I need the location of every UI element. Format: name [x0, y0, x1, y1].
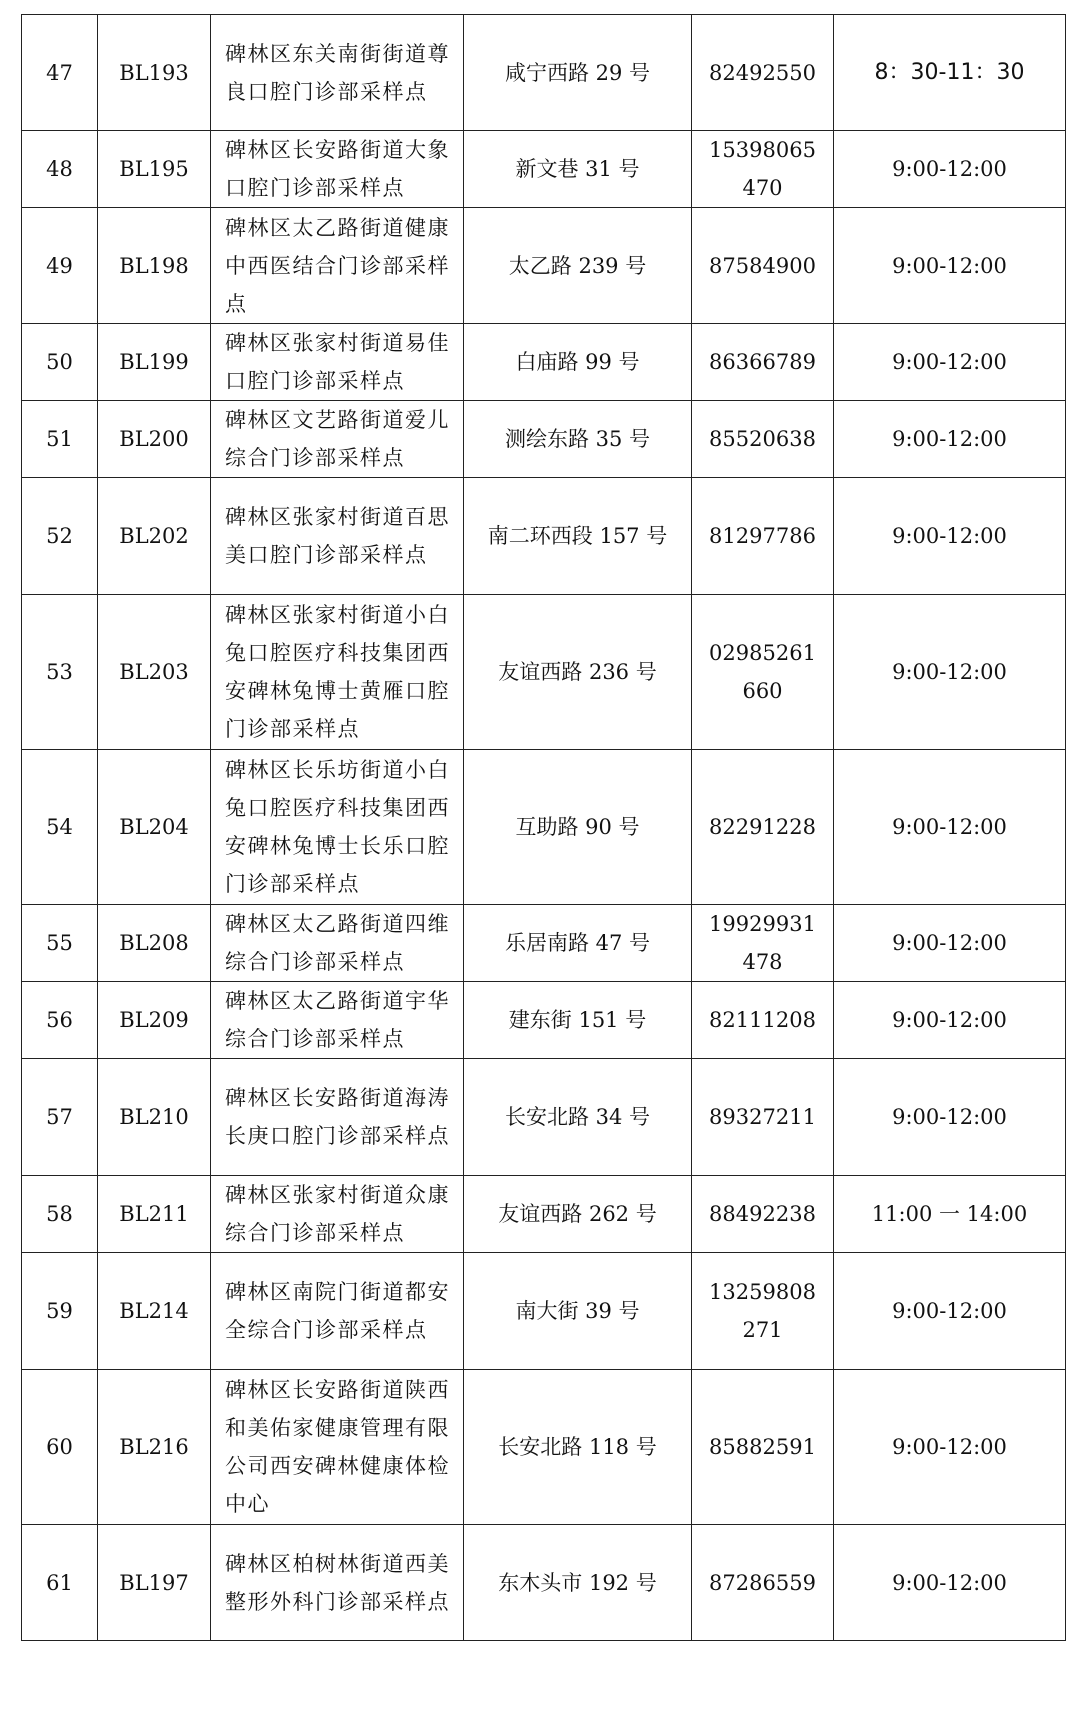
site-code: BL202	[98, 478, 211, 595]
site-name: 碑林区文艺路街道爱儿综合门诊部采样点	[211, 401, 464, 478]
table-row	[22, 1253, 1066, 1370]
site-phone: 82492550	[692, 15, 834, 131]
site-hours: 9:00-12:00	[834, 478, 1066, 595]
site-hours: 9:00-12:00	[834, 982, 1066, 1059]
site-address: 长安北路 118 号	[464, 1370, 692, 1525]
site-hours: 9:00-12:00	[834, 1370, 1066, 1525]
site-name: 碑林区东关南街街道尊良口腔门诊部采样点	[211, 15, 464, 131]
row-number: 61	[22, 1525, 98, 1641]
site-address: 长安北路 34 号	[464, 1059, 692, 1176]
site-hours: 9:00-12:00	[834, 595, 1066, 750]
site-phone: 87584900	[692, 208, 834, 324]
table-row	[22, 1370, 1066, 1525]
site-hours: 9:00-12:00	[834, 1525, 1066, 1641]
table-row	[22, 982, 1066, 1059]
site-address: 测绘东路 35 号	[464, 401, 692, 478]
site-name: 碑林区太乙路街道四维综合门诊部采样点	[211, 905, 464, 982]
site-phone: 13259808271	[692, 1253, 834, 1370]
table-row	[22, 905, 1066, 982]
site-code: BL203	[98, 595, 211, 750]
site-phone: 86366789	[692, 324, 834, 401]
site-code: BL195	[98, 131, 211, 208]
site-phone: 89327211	[692, 1059, 834, 1176]
site-address: 太乙路 239 号	[464, 208, 692, 324]
site-phone: 82291228	[692, 750, 834, 905]
row-number: 58	[22, 1176, 98, 1253]
site-name: 碑林区长安路街道陕西和美佑家健康管理有限公司西安碑林健康体检中心	[211, 1370, 464, 1525]
table-row	[22, 478, 1066, 595]
table-row	[22, 750, 1066, 905]
table-row	[22, 401, 1066, 478]
site-code: BL204	[98, 750, 211, 905]
table-row	[22, 131, 1066, 208]
row-number: 59	[22, 1253, 98, 1370]
row-number: 60	[22, 1370, 98, 1525]
row-number: 54	[22, 750, 98, 905]
site-address: 南二环西段 157 号	[464, 478, 692, 595]
site-phone: 81297786	[692, 478, 834, 595]
site-code: BL200	[98, 401, 211, 478]
site-hours: 9:00-12:00	[834, 750, 1066, 905]
row-number: 47	[22, 15, 98, 131]
site-hours: 9:00-12:00	[834, 131, 1066, 208]
site-hours: 9:00-12:00	[834, 1059, 1066, 1176]
site-name: 碑林区太乙路街道宇华综合门诊部采样点	[211, 982, 464, 1059]
site-phone: 88492238	[692, 1176, 834, 1253]
site-phone: 15398065470	[692, 131, 834, 208]
table-row	[22, 1525, 1066, 1641]
site-phone: 87286559	[692, 1525, 834, 1641]
sampling-sites-table	[21, 14, 1066, 1641]
site-phone: 82111208	[692, 982, 834, 1059]
site-name: 碑林区张家村街道易佳口腔门诊部采样点	[211, 324, 464, 401]
site-hours: 9:00-12:00	[834, 324, 1066, 401]
site-phone: 19929931478	[692, 905, 834, 982]
site-name: 碑林区长安路街道海涛长庚口腔门诊部采样点	[211, 1059, 464, 1176]
row-number: 55	[22, 905, 98, 982]
site-address: 白庙路 99 号	[464, 324, 692, 401]
site-address: 友谊西路 262 号	[464, 1176, 692, 1253]
site-name: 碑林区张家村街道众康综合门诊部采样点	[211, 1176, 464, 1253]
site-phone: 85882591	[692, 1370, 834, 1525]
site-address: 咸宁西路 29 号	[464, 15, 692, 131]
site-address: 互助路 90 号	[464, 750, 692, 905]
site-code: BL216	[98, 1370, 211, 1525]
row-number: 50	[22, 324, 98, 401]
table-body	[22, 15, 1066, 1641]
site-hours: 11:00 一 14:00	[834, 1176, 1066, 1253]
site-hours: 9:00-12:00	[834, 905, 1066, 982]
site-address: 新文巷 31 号	[464, 131, 692, 208]
site-hours: 9:00-12:00	[834, 208, 1066, 324]
site-name: 碑林区张家村街道小白兔口腔医疗科技集团西安碑林兔博士黄雁口腔门诊部采样点	[211, 595, 464, 750]
site-hours: 9:00-12:00	[834, 401, 1066, 478]
site-name: 碑林区南院门街道都安全综合门诊部采样点	[211, 1253, 464, 1370]
site-name: 碑林区柏树林街道西美整形外科门诊部采样点	[211, 1525, 464, 1641]
site-code: BL208	[98, 905, 211, 982]
site-code: BL199	[98, 324, 211, 401]
site-name: 碑林区长乐坊街道小白兔口腔医疗科技集团西安碑林兔博士长乐口腔门诊部采样点	[211, 750, 464, 905]
site-code: BL211	[98, 1176, 211, 1253]
table-row	[22, 1176, 1066, 1253]
row-number: 51	[22, 401, 98, 478]
row-number: 57	[22, 1059, 98, 1176]
site-name: 碑林区张家村街道百思美口腔门诊部采样点	[211, 478, 464, 595]
table-row	[22, 1059, 1066, 1176]
site-address: 建东街 151 号	[464, 982, 692, 1059]
row-number: 48	[22, 131, 98, 208]
site-hours: 8：30-11：30	[834, 15, 1066, 131]
row-number: 53	[22, 595, 98, 750]
site-code: BL193	[98, 15, 211, 131]
site-address: 东木头市 192 号	[464, 1525, 692, 1641]
site-code: BL210	[98, 1059, 211, 1176]
site-code: BL209	[98, 982, 211, 1059]
row-number: 56	[22, 982, 98, 1059]
table-row	[22, 208, 1066, 324]
site-code: BL197	[98, 1525, 211, 1641]
table-row	[22, 324, 1066, 401]
row-number: 49	[22, 208, 98, 324]
site-code: BL214	[98, 1253, 211, 1370]
site-phone: 02985261660	[692, 595, 834, 750]
row-number: 52	[22, 478, 98, 595]
site-hours: 9:00-12:00	[834, 1253, 1066, 1370]
site-code: BL198	[98, 208, 211, 324]
site-address: 友谊西路 236 号	[464, 595, 692, 750]
table-row	[22, 15, 1066, 131]
table-row	[22, 595, 1066, 750]
site-address: 南大街 39 号	[464, 1253, 692, 1370]
site-address: 乐居南路 47 号	[464, 905, 692, 982]
site-name: 碑林区太乙路街道健康中西医结合门诊部采样点	[211, 208, 464, 324]
site-name: 碑林区长安路街道大象口腔门诊部采样点	[211, 131, 464, 208]
site-phone: 85520638	[692, 401, 834, 478]
